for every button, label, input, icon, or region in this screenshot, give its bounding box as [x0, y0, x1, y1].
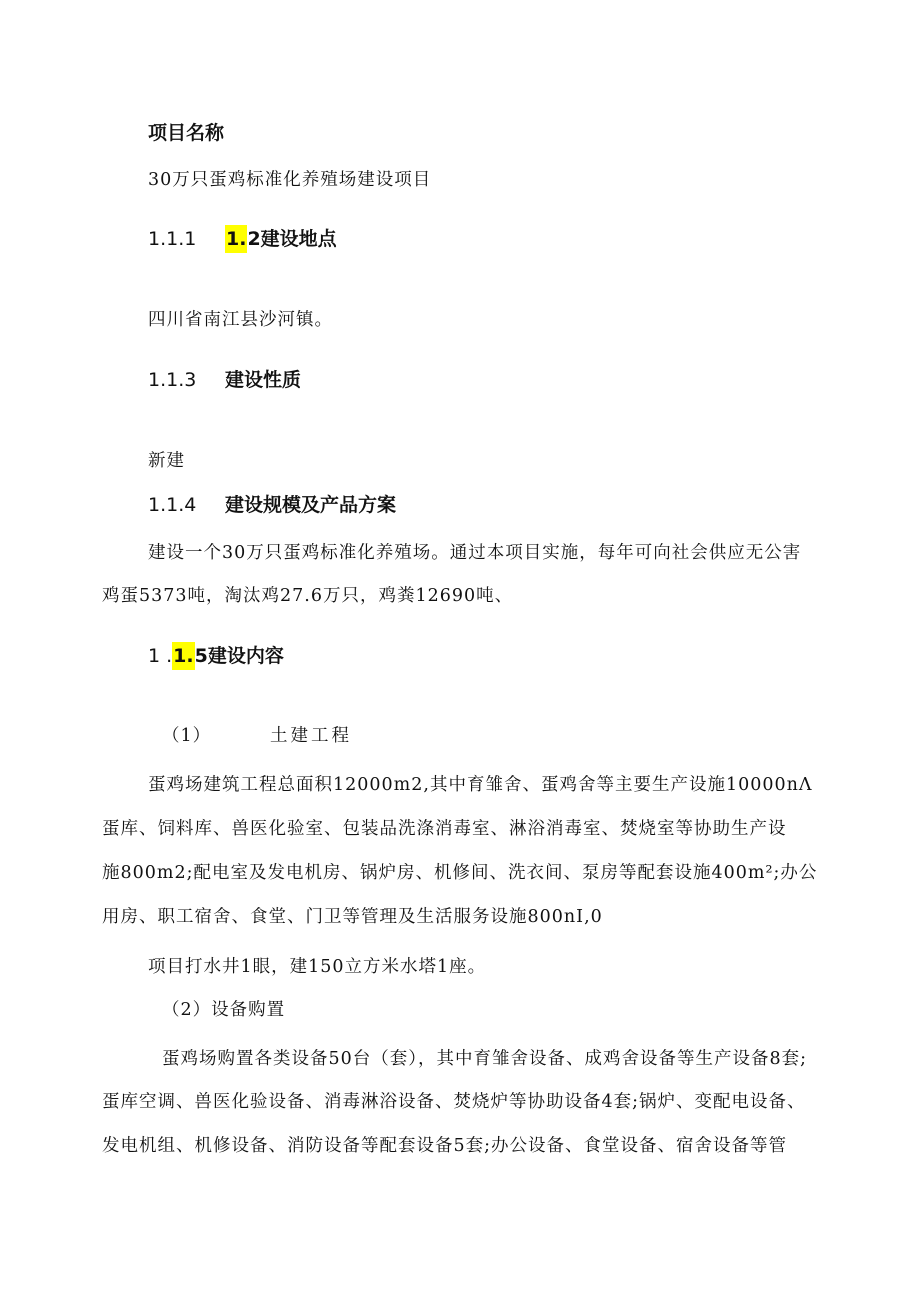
heading-number: 1 . — [148, 645, 173, 667]
project-name: 30万只蛋鸡标准化养殖场建设项目 — [148, 170, 432, 190]
sub1-marker: （1） — [162, 726, 212, 746]
heading-number: 1.1.3 — [148, 369, 197, 391]
heading-text: 2建设地点 — [247, 228, 337, 250]
well-text: 项目打水井1眼，建150立方米水塔1座。 — [148, 957, 487, 977]
location-text: 四川省南江县沙河镇。 — [148, 310, 333, 330]
nature-text: 新建 — [148, 451, 185, 471]
highlight-mark: 1. — [172, 642, 194, 670]
civil-line-1: 蛋鸡场建筑工程总面积12000m2,其中育雏舍、蛋鸡舍等主要生产设施10000nΛ — [148, 775, 813, 795]
heading-text: 建设性质 — [224, 369, 301, 391]
highlight-mark: 1. — [225, 225, 247, 253]
heading-number: 1.1.4 — [148, 494, 197, 516]
equip-line-3: 发电机组、机修设备、消防设备等配套设备5套;办公设备、食堂设备、宿舍设备等管 — [102, 1136, 788, 1156]
heading-1-1-3 — [148, 365, 301, 392]
section-title: 项目名称 — [148, 122, 225, 144]
civil-line-2: 蛋库、饲料库、兽医化验室、包装品洗涤消毒室、淋浴消毒室、焚烧室等协助生产设 — [102, 819, 787, 839]
equip-line-1: 蛋鸡场购置各类设备50台（套），其中育雏舍设备、成鸡舍设备等生产设备8套; — [162, 1049, 808, 1069]
heading-1-1-4 — [148, 490, 396, 517]
heading-1-1-1 — [148, 224, 337, 253]
heading-text: 建设规模及产品方案 — [224, 494, 396, 516]
heading-number: 1.1.1 — [148, 228, 197, 250]
equip-line-2: 蛋库空调、兽医化验设备、消毒淋浴设备、焚烧炉等协助设备4套;锅炉、变配电设备、 — [102, 1092, 806, 1112]
heading-text: 5建设内容 — [194, 645, 284, 667]
sub2-title: （2）设备购置 — [162, 1000, 286, 1020]
sub1-title: 土建工程 — [270, 726, 352, 746]
heading-1-1-5 — [148, 641, 284, 670]
scale-line-2: 鸡蛋5373吨，淘汰鸡27.6万只，鸡粪12690吨、 — [102, 586, 514, 606]
scale-line-1: 建设一个30万只蛋鸡标准化养殖场。通过本项目实施，每年可向社会供应无公害 — [148, 543, 802, 563]
civil-line-4: 用房、职工宿舍、食堂、门卫等管理及生活服务设施800nI,0 — [102, 907, 603, 927]
civil-line-3: 施800m2;配电室及发电机房、锅炉房、机修间、洗衣间、泵房等配套设施400m²;办公 — [102, 863, 818, 883]
